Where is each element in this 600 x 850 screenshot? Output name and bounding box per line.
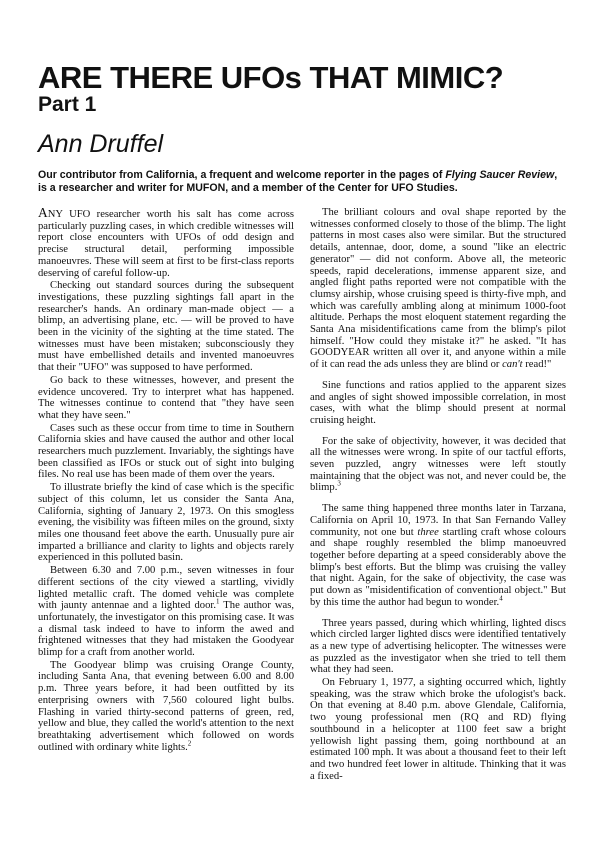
article-author: Ann Druffel bbox=[38, 130, 164, 158]
paragraph: The same thing happened three months later in Tarzana, California on April 10, 1973. In that San Fernando Valley community, not one but three startling craft whose colours and shape roughly resembled the blimp manoeuvred together before departing at a speed considerably above the blimp's best efforts. But the blimp was cruising the valley that night. Again, for the sake of objectivity, the case was put down as "misidentification of conventional object." But by this time the author had begun to wonder.$^4$ bbox=[310, 503, 566, 608]
left-column bbox=[38, 207, 294, 782]
footnote-ref: 2 bbox=[187, 739, 192, 748]
paragraph: On February 1, 1977, a sighting occurred which, lightly speaking, was the straw which broke the ufologist's back. On that evening at 8.40 p.m. above Glendale, California, two young professional men (RQ and RD) flying southbound in a helicopter at 1100 feet saw a bright yellowish light passing them, going northbound at an estimated 100 mph. It was about a thousand feet to their left and two hundred feet lower in altitude. Thinking that it was a fixed- bbox=[310, 677, 566, 782]
standfirst-after: , is a researcher and writer for MUFON, and a member of the Center for UFO Studies. bbox=[38, 169, 558, 194]
paragraph: ANY UFO researcher worth his salt has come across particularly puzzling cases, in which credible witnesses will report close encounters with UFOs of odd design and precise structural detail, performing impossible manoeuvres. These will seem at first to be first-class reports deserving of careful follow-up. bbox=[38, 205, 294, 279]
standfirst bbox=[38, 169, 566, 195]
paragraph: Between 6.30 and 7.00 p.m., seven witnesses in four different sections of the city viewed a startling, vividly lighted metallic craft. The domed vehicle was complete with jaunty antennae and a lighted door.$^1$ The author was, unfortunately, the investigator on this promising case. It was a dismal task indeed to have to inform the awed and frightened witnesses that they had mistaken the Goodyear blimp for a craft from another world. bbox=[38, 565, 294, 659]
paragraph: Checking out standard sources during the subsequent investigations, these puzzling sightings fall apart in the researcher's hands. An ordinary man-made object — a blimp, an advertising plane, etc. — will be proved to have been in the vicinity of the sighting at the time stated. The witnesses must have been mistaken; subconsciously they must have embellished details and invented manoeuvres that their "UFO" was supposed to have performed. bbox=[38, 280, 294, 374]
standfirst-publication: Flying Saucer Review bbox=[445, 169, 555, 181]
paragraph: To illustrate briefly the kind of case which is the specific subject of this column, let us consider the Santa Ana, California, sighting of January 2, 1973. On this smogless evening, the visibility was fifteen miles on the ground, sixty miles one thousand feet above the earth. Unusually pure air imparted a brilliance and clarity to lights and objects rarely experienced in this polluted basin. bbox=[38, 482, 294, 564]
drop-cap: A bbox=[38, 205, 48, 220]
standfirst-before: Our contributor from California, a frequent and welcome reporter in the pages of bbox=[38, 169, 446, 181]
paragraph: Cases such as these occur from time to time in Southern California skies and have caused the author and other local researchers much puzzlement. Invariably, the sightings have been classified as IFOs or stuck out of sight into bulging files. No real use has been made of them over the years. bbox=[38, 422, 294, 481]
paragraph: The brilliant colours and oval shape reported by the witnesses conformed closely to those of the blimp. The light patterns in most cases also were similar. But the structured details, antennae, door, dome, a sound "like an electric generator" — did not conform. Above all, the meteoric speeds, rapid decelerations, immense apparent size, and angled flight paths reported were not compatible with the clumsy airship, whose cruising speed is thirty-five mph, and which was carefully ambling along at minimum 1000-foot altitude. Perhaps the most eloquent statement regarding the Santa Ana misidentifications came from the blimp's pilot himself. "How could they mistake it?" he asked. "It has GOODYEAR written all over it, and anyone within a mile of it can read the ads unless they are blind or can't read!" bbox=[310, 207, 566, 371]
footnote-ref: 1 bbox=[215, 597, 220, 606]
article-title: ARE THERE UFOs THAT MIMIC? bbox=[38, 60, 504, 95]
paragraph: Three years passed, during which whirling, lighted discs which circled larger lighted discs were identified tentatively as a new type of advertising helicopter. The witnesses were as puzzled as the investigator when she tried to tell them what they had seen. bbox=[310, 617, 566, 676]
paragraph: For the sake of objectivity, however, it was decided that all the witnesses were wrong. In spite of our tactful efforts, seven puzzled, angry witnesses were left stoutly maintaining that the object was not, and never could be, the blimp.$^3$ bbox=[310, 435, 566, 494]
right-column bbox=[310, 207, 566, 782]
article-part: Part 1 bbox=[38, 93, 97, 116]
paragraph: Go back to these witnesses, however, and present the evidence uncovered. Try to interpret what has happened. The witnesses continue to contend that "they have seen what they have seen." bbox=[38, 374, 294, 421]
footnote-ref: 4 bbox=[499, 594, 503, 603]
paragraph: Sine functions and ratios applied to the apparent sizes and angles of sight showed impossible correlation, in most cases, with what the blimp should present at normal cruising height. bbox=[310, 379, 566, 426]
article-body bbox=[38, 207, 566, 782]
footnote-ref: 3 bbox=[337, 479, 341, 488]
paragraph: The Goodyear blimp was cruising Orange County, including Santa Ana, that evening between 6.00 and 8.00 p.m. Three years before, it had been outfitted by its enterprising owners with 7,560 coloured light bulbs. Flashing in varied thirty-second patterns of green, red, yellow and blue, they called the world's attention to the next breathtaking advertisement which followed on words outlined with ordinary white lights.$^2$ bbox=[38, 659, 294, 753]
